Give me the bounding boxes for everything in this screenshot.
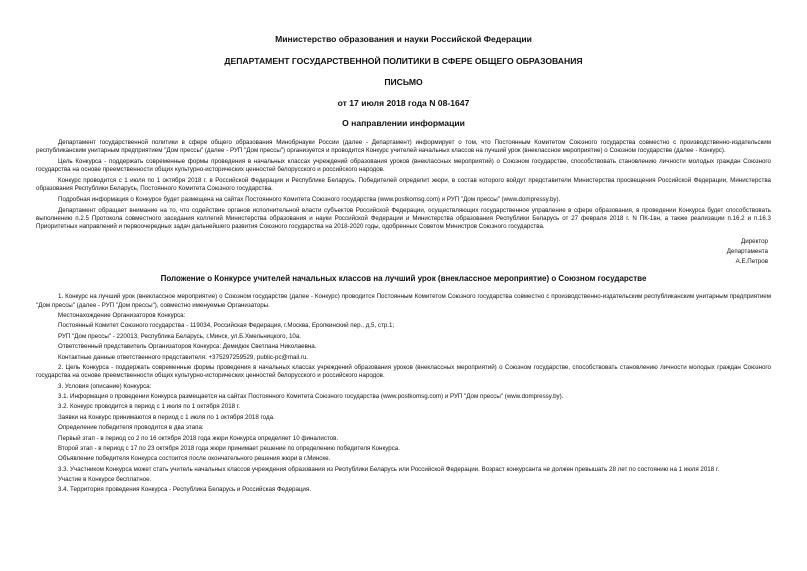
regulation-paragraph: Первый этап - в период со 2 по 16 октября 2018 года жюри Конкурса определяет 10 финалистов. — [58, 434, 339, 442]
department-heading: ДЕПАРТАМЕНТ ГОСУДАРСТВЕННОЙ ПОЛИТИКИ В СФЕРЕ ОБЩЕГО ОБРАЗОВАНИЯ — [224, 56, 583, 66]
regulation-body — [36, 293, 771, 494]
signature-title: Директор — [741, 238, 768, 246]
letter-body — [36, 139, 771, 231]
doc-type-heading: ПИСЬМО — [384, 77, 423, 87]
regulation-paragraph: 2. Цель Конкурса - поддержать современные формы проведения в начальных классах учреждений образования уроков (внеклассных мероприятий) о Союзном государстве, способствовать становлению личности молодых граждан Союзного государства на основе преемственности общих культурно-исторических ценностей белорусского и российского народов. — [36, 363, 771, 380]
regulation-paragraph: Объявление победителя Конкурса состоится после окончательного решения жюри в г.Минске. — [58, 455, 331, 463]
regulation-paragraph: 3.4. Территория проведения Конкурса - Республика Беларусь и Российская Федерация. — [58, 486, 311, 494]
regulation-paragraph: Контактные данные ответственного представителя: +375297259529, public-pc@mail.ru. — [58, 353, 309, 361]
letter-paragraph: Подробная информация о Конкурсе будет размещена на сайтах Постоянного Комитета Союзного государства (www.postkomsg.com) и РУП "Дом прессы" (www.dompressy.by). — [58, 196, 561, 203]
letter-paragraph: Департамент обращает внимание на то, что содействие органов исполнительной власти субъектов Российской Федерации, осуществляющих государственное управление в сфере образования, в проведении Конкурса будет способствовать выполнению п.2.5 Протокола совместного заседания коллегий Министерства образования и науки Российской Федерации и Министерства образования Республики Беларусь от 27 февраля 2018 г. N ПК-1вн, а также реализации п.16.2 и п.16.3 Приоритетных направлений и первоочередных задач дальнейшего развития Союзного государства на 2018-2020 годы, одобренных Советом Министров Союзного государства. — [36, 206, 771, 231]
regulation-paragraph: 3.2. Конкурс проводится в период с 1 июля по 1 октября 2018 г. — [58, 403, 241, 411]
regulation-paragraph: 3.3. Участником Конкурса может стать учитель начальных классов учреждения образования из Республики Беларусь или Российской Федерации. Возраст конкурсанта не должен превышать 28 лет по состоянию на 1 июля 2018 г. — [58, 465, 720, 473]
regulation-paragraph: Местонахождение Организаторов Конкурса: — [58, 312, 186, 319]
ministry-heading: Министерство образования и науки Российской Федерации — [275, 34, 532, 44]
letter-paragraph: Департамент государственной политики в сфере общего образования Минобрнауки России (далее - Департамент) информирует о том, что Постоянным Комитетом Союзного государства совместно с производственно-издательским республиканским унитарным предприятием "Дом прессы" (далее - РУП "Дом прессы") организуется и проводится Конкурс учителей начальных классов на лучший урок (внеклассное мероприятие) о Союзном государстве (далее - Конкурс). — [36, 139, 771, 155]
regulation-paragraph: 3.1. Информация о проведении Конкурса размещается на сайтах Постоянного Комитета Союзного государства (www.postkomsg.com) и РУП "Дом прессы" (www.dompressy.by). — [58, 392, 564, 400]
regulation-paragraph: Второй этап - в период с 17 по 23 октября 2018 года жюри принимает решение по определению победителя Конкурса. — [58, 444, 400, 452]
regulation-paragraph: Определение победителя проводится в два этапа: — [58, 424, 204, 432]
signature-block — [36, 237, 771, 267]
regulation-paragraph: РУП "Дом прессы" - 220013, Республика Беларусь, г.Минск, ул.Б.Хмельницкого, 10а. — [58, 332, 302, 340]
letter-paragraph: Конкурс проводится с 1 июля по 1 октября 2018 г. в Российской Федерации и Республике Беларусь. Победителей определит жюри, в состав которого войдут представители Министерства просвещения Российской Федерации, Министерства образования Республики Беларусь, Постоянного Комитета Союзного государства. — [36, 177, 771, 193]
regulation-paragraph: Заявки на Конкурс принимаются в период с 1 июля по 1 октября 2018 года. — [58, 413, 275, 421]
regulation-paragraph: Постоянный Комитет Союзного государства - 119034, Российская Федерация, г.Москва, Еропкинский пер., д.5, стр.1; — [58, 322, 395, 330]
regulation-paragraph: 1. Конкурс на лучший урок (внеклассное мероприятие) о Союзном государстве (далее - Конкурс) проводится Постоянным Комитетом Союзного государства совместно с производственно-издательским республиканским унитарным предприятием "Дом прессы" (далее - РУП "Дом прессы"), совместно именуемые Организаторы. — [36, 293, 771, 309]
date-number-heading: от 17 июля 2018 года N 08-1647 — [337, 98, 470, 108]
regulation-paragraph: Участие в Конкурсе бесплатное. — [58, 476, 152, 484]
regulation-title: Положение о Конкурсе учителей начальных классов на лучший урок (внеклассное мероприятие) о Союзном государстве — [160, 274, 647, 284]
signature-name: А.Е.Петров — [735, 258, 768, 266]
subject-heading: О направлении информации — [342, 118, 465, 128]
signature-dept: Департамента — [726, 248, 768, 256]
regulation-paragraph: Ответственный представитель Организаторов Конкурса: Демидюк Светлана Николаевна. — [58, 343, 317, 351]
letter-paragraph: Цель Конкурса - поддержать современные формы проведения в начальных классах учреждений образования уроков (внеклассных мероприятий) о Союзном государстве, способствовать становлению личности молодых граждан Союзного государства на основе преемственности общих культурно-исторических ценностей белорусского и российского народов. — [36, 158, 771, 174]
regulation-paragraph: 3. Условия (описание) Конкурса: — [58, 382, 152, 390]
